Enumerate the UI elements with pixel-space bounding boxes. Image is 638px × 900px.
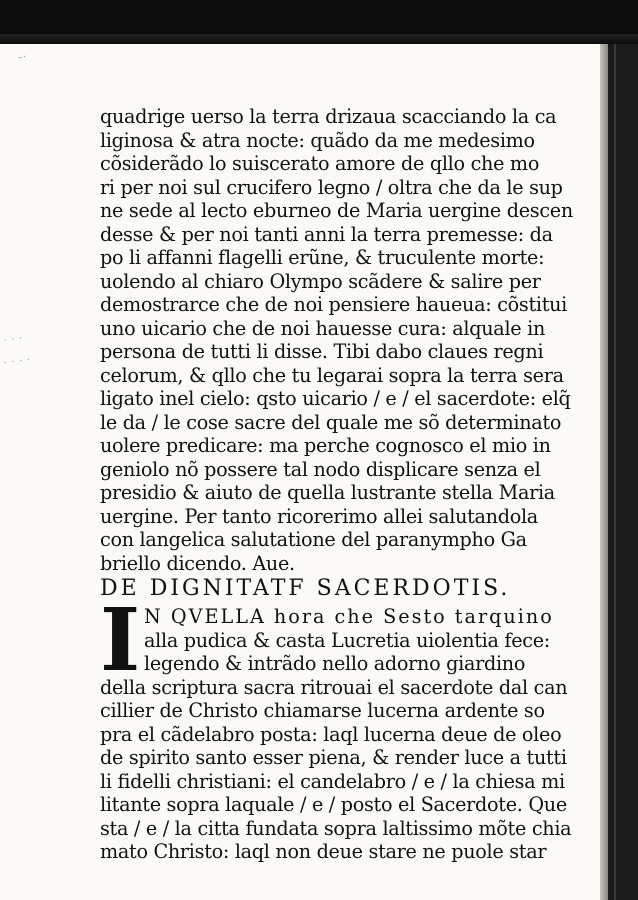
text-line: pra el cãdelabro posta: laql lucerna deue de oleo — [100, 722, 562, 746]
text-line: legendo & intrãdo nello adorno giardino — [144, 652, 526, 675]
page-edge — [600, 44, 608, 900]
text-line: desse & per noi tanti anni la terra premesse: da — [100, 222, 553, 246]
text-line: della scriptura sacra ritrouai el sacerdote dal can — [100, 675, 568, 699]
text-line: uno uicario che de noi hauesse cura: alquale in — [100, 316, 546, 340]
margin-note: · · · — [3, 333, 24, 347]
text-line: uergine. Per tanto ricorerimo allei salutandola — [100, 504, 538, 528]
text-line: uolere predicare: ma perche cognosco el mio in — [100, 434, 551, 457]
text-line: N QVELLA hora che Sesto tarquino — [144, 605, 554, 628]
drop-cap-initial: I — [100, 590, 141, 691]
text-line: ri per noi sul crucifero legno / oltra che da le sup — [100, 175, 563, 199]
text-line: alla pudica & casta Lucretia uiolentia fece: — [144, 628, 550, 652]
text-line: po li affanni flagelli erũne, & truculente morte: — [100, 246, 545, 269]
text-line: liginosa & atra nocte: quãdo da me medesimo — [100, 128, 535, 152]
text-line: briello dicendo. Aue. — [100, 551, 295, 575]
corner-mark: –· — [18, 52, 27, 63]
text-line: con langelica salutatione del paranympho Ga — [100, 528, 527, 551]
text-line: litante sopra laquale / e / posto el Sacerdote. Que — [100, 793, 567, 816]
scanner-top-band — [0, 0, 638, 44]
gutter-line — [614, 44, 616, 900]
text-line: presidio & aiuto de quella lustrante stella Maria — [100, 481, 555, 504]
text-line: uolendo al chiaro Olympo scãdere & salire per — [100, 269, 541, 293]
text-line: sta / e / la citta fundata sopra laltissimo mõte chia — [100, 816, 572, 840]
text-line: de spirito santo esser piena, & render luce a tutti — [100, 746, 567, 769]
margin-annotations — [0, 335, 80, 395]
margin-note: · · · · — [3, 355, 32, 369]
text-line: persona de tutti li disse. Tibi dabo claues regni — [100, 340, 544, 363]
text-line: le da / le cose sacre del quale me sõ determinato — [100, 410, 562, 434]
section-heading: DE DIGNITATF SACERDOTIS. — [100, 576, 511, 601]
text-line: quadrige uerso la terra drizaua scacciando la ca — [100, 105, 557, 128]
text-line: demostrarce che de noi pensiere haueua: cõstitui — [100, 293, 567, 316]
text-line: ne sede al lecto eburneo de Maria uergine descen — [100, 199, 573, 222]
text-line: li fidelli christiani: el candelabro / e / la chiesa mi — [100, 769, 565, 793]
text-line: mato Christo: laql non deue stare ne puole star — [100, 840, 547, 863]
band-shadow — [0, 34, 638, 44]
text-line: celorum, & qllo che tu legarai sopra la terra sera — [100, 363, 564, 387]
text-line: ligato inel cielo: qsto uicario / e / el sacerdote: elq̃ — [100, 387, 571, 410]
page-text — [100, 105, 573, 864]
text-line: cillier de Christo chiamarse lucerna ardente so — [100, 699, 545, 722]
text-line: cõsiderãdo lo suiscerato amore de qllo che mo — [100, 152, 540, 175]
book-binding — [608, 44, 638, 900]
text-line: geniolo nõ possere tal nodo displicare senza el — [100, 457, 541, 481]
